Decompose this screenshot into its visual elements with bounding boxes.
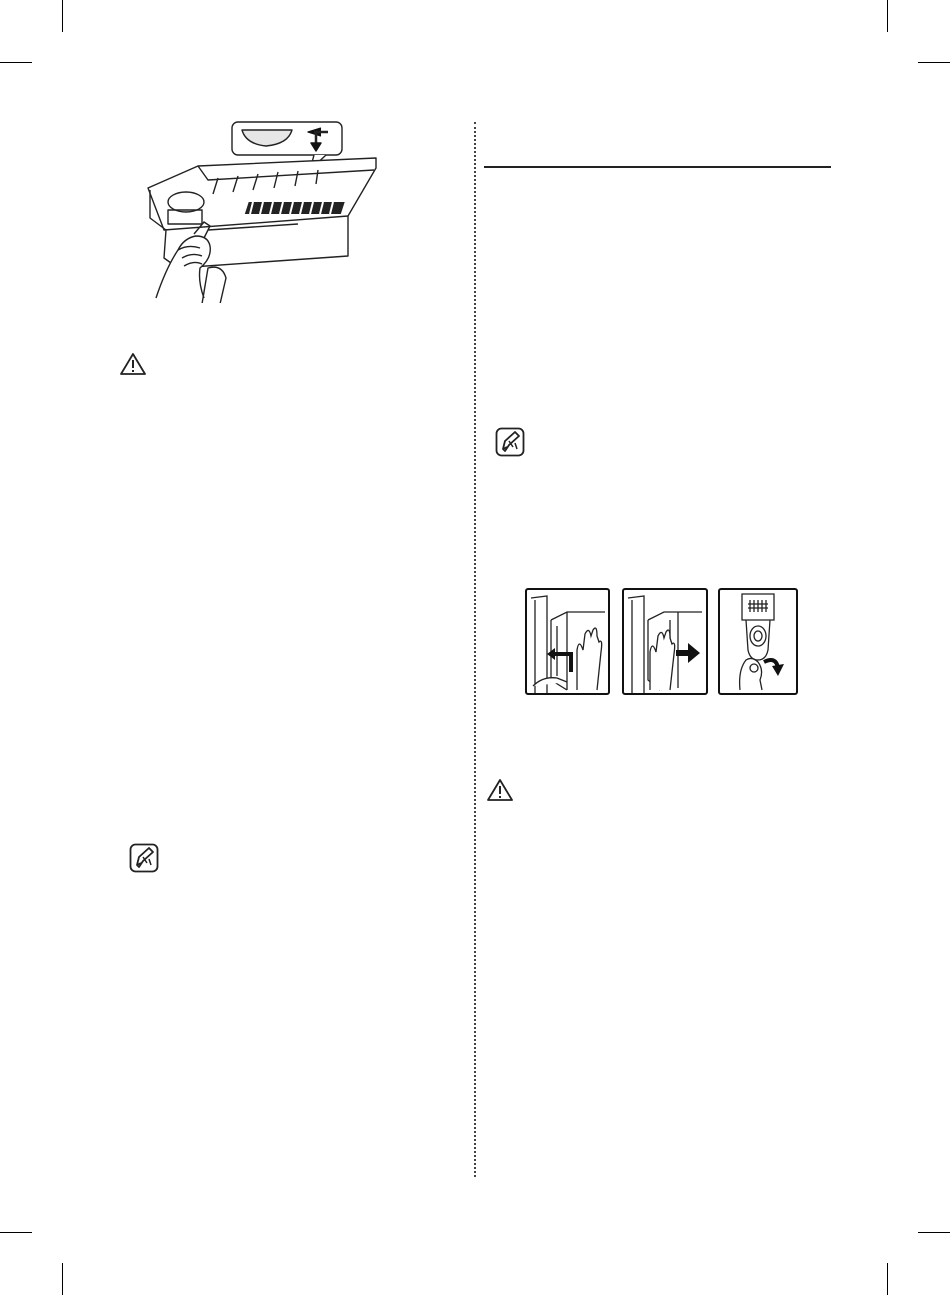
crop-mark	[918, 1232, 950, 1233]
note-pencil-icon	[495, 427, 525, 457]
warning-triangle-icon	[486, 778, 514, 802]
section-rule	[484, 166, 831, 168]
crop-mark	[887, 1263, 888, 1295]
crop-mark	[918, 62, 950, 63]
column-divider	[474, 122, 476, 1177]
crop-mark	[887, 0, 888, 32]
ice-bucket-step-2	[622, 588, 708, 695]
ice-bucket-step-1	[525, 588, 610, 695]
ice-bucket-step-3	[718, 588, 798, 695]
warning-triangle-icon	[119, 352, 147, 376]
ice-maker-removal-illustration	[138, 118, 388, 303]
crop-mark	[0, 1232, 32, 1233]
crop-mark	[0, 62, 32, 63]
crop-mark	[62, 1263, 63, 1295]
crop-mark	[62, 0, 63, 32]
note-pencil-icon	[129, 843, 159, 873]
